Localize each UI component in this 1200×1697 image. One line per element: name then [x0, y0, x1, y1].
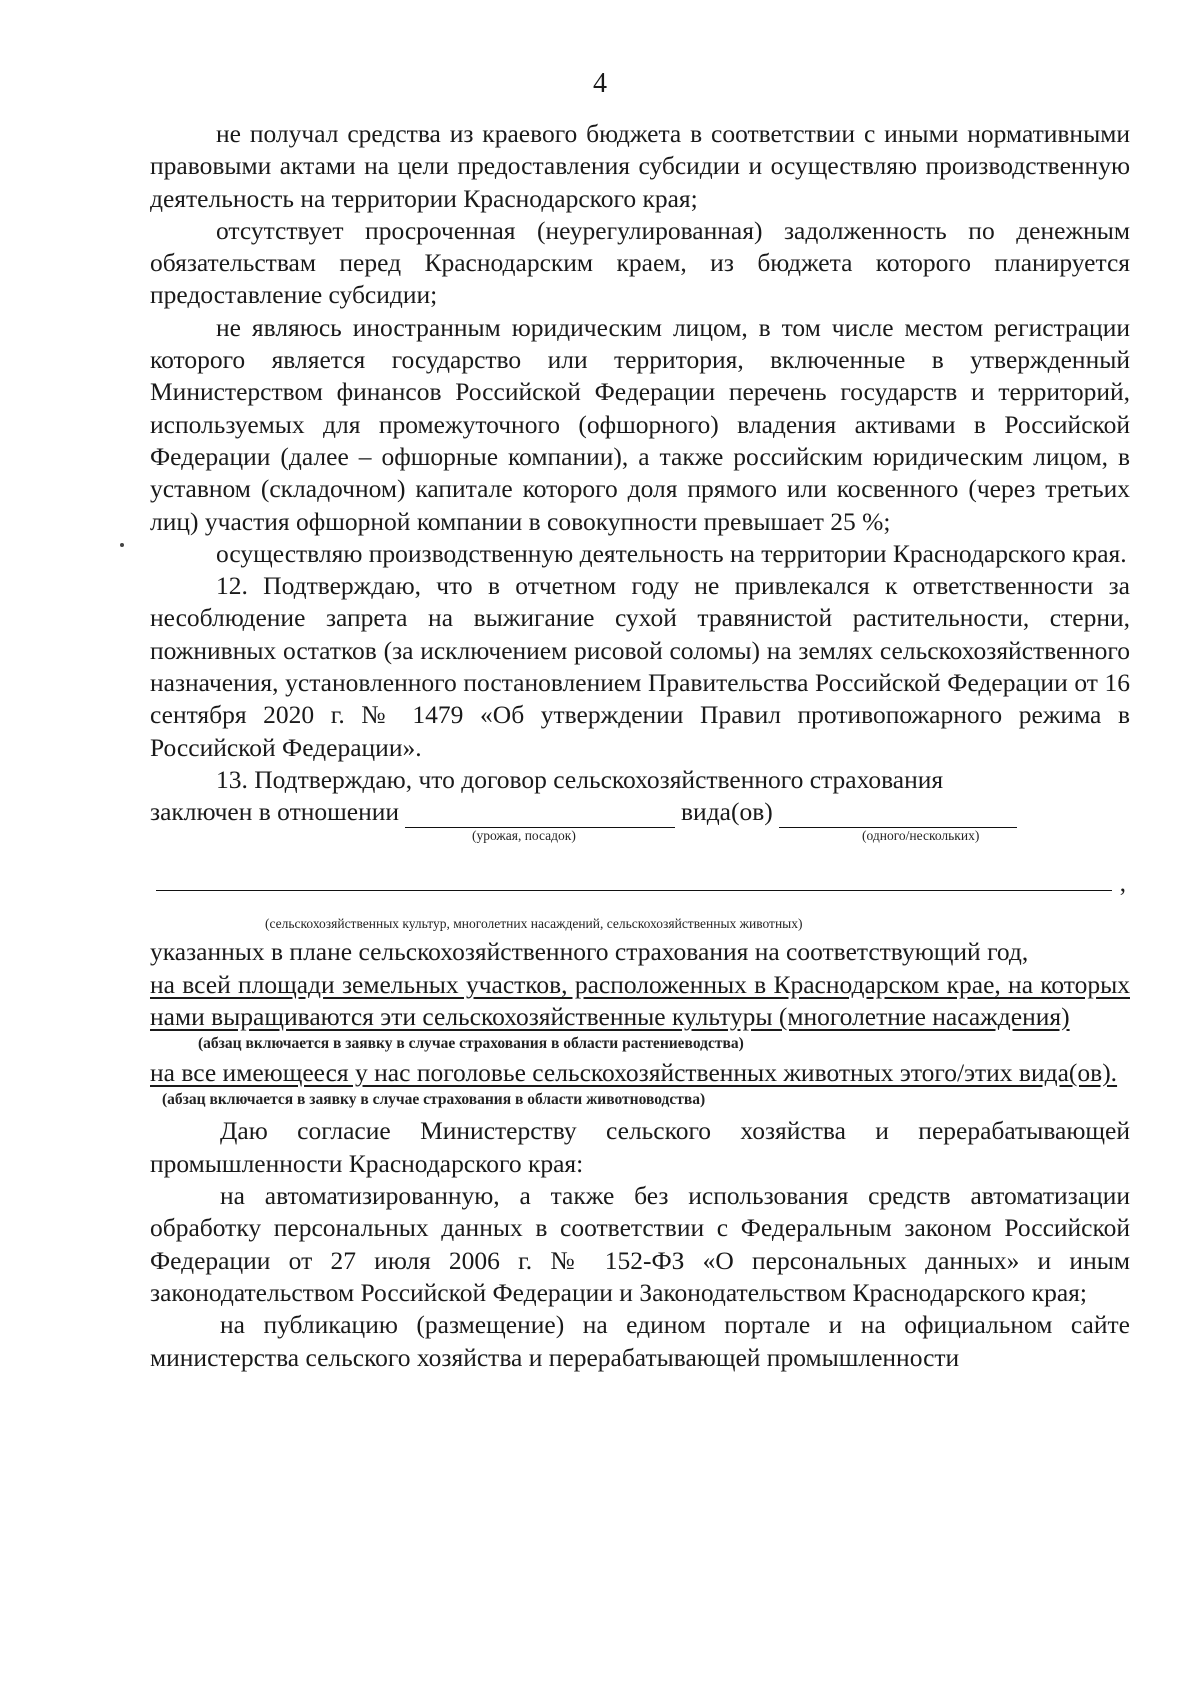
- crop-note: (абзац включается в заявку в случае страхования в области растениеводства): [198, 1035, 744, 1053]
- scan-speck: [120, 543, 124, 547]
- paragraph-not-foreign-entity: не являюсь иностранным юридическим лицом, в том числе местом регистрации которого является государство или территория, включенные в утвержденный Министерством финансов Российской Федерации перечень государств и территорий, используемых для промежуточного (офшорного) владения активами в Российской Федерации (далее – офшорные компании), а также российским юридическим лицом, в уставном (складочном) капитале которого доля прямого или косвенного (через третьих лиц) участия офшорной компании в совокупности превышает 25 %;: [150, 312, 1130, 536]
- insurance-prefix: заключен в отношении: [150, 796, 400, 826]
- insurance-caption-row: [150, 828, 1130, 852]
- paragraph-item-12: 12. Подтверждаю, что в отчетном году не привлекался к ответственности за несоблюдение запрета на выжигание сухой травянистой растительности, стерни, пожнивных остатков (за исключением рисовой соломы) на землях сельскохозяйственного назначения, установленного постановлением Правительства Российской Федерации от 16 сентября 2020 г. № 1479 «Об утверждении Правил противопожарного режима в Российской Федерации».: [150, 571, 1130, 762]
- crop-type-blank[interactable]: [405, 801, 675, 828]
- paragraph-data-processing: на автоматизированную, а также без использования средств автоматизации обработку персональных данных в соответствии с Федеральным законом Российской Федерации от 27 июля 2006 г. № 152-ФЗ «О персональных данных» и иным законодательством Российской Федерации и Законодательством Краснодарского края;: [150, 1181, 1130, 1307]
- paragraph-production-activity: осуществляю производственную деятельность на территории Краснодарского края.: [216, 538, 1127, 568]
- trailing-comma: ,: [1119, 870, 1126, 898]
- page-number: 4: [593, 68, 607, 99]
- insurance-type-caption-row: [150, 906, 1130, 936]
- insurance-middle: вида(ов): [681, 796, 773, 826]
- paragraph-item-13: 13. Подтверждаю, что договор сельскохозяйственного страхования: [216, 764, 944, 794]
- count-blank[interactable]: [779, 801, 1017, 828]
- insurance-fill-row: [150, 796, 1130, 828]
- paragraph-consent: Даю согласие Министерству сельского хозяйства и перерабатывающей промышленности Краснодарского края:: [150, 1116, 1130, 1178]
- insurance-plan-text: указанных в плане сельскохозяйственного страхования на соответствующий год,: [150, 937, 1029, 967]
- insurance-type-blank[interactable]: [156, 890, 1112, 891]
- caption-count: (одного/нескольких): [862, 828, 980, 844]
- livestock-clause: на все имеющееся у нас поголовье сельскохозяйственных животных этого/этих вида(ов).: [150, 1058, 1118, 1088]
- insurance-type-row: [150, 852, 1130, 906]
- paragraph-no-budget-funds: не получал средства из краевого бюджета в соответствии с иными нормативными правовыми актами на цели предоставления субсидии и осуществляю производственную деятельность на территории Краснодарского края;: [150, 119, 1130, 213]
- document-body: [150, 118, 1130, 1374]
- paragraph-publication: на публикацию (размещение) на едином портале и на официальном сайте министерства сельского хозяйства и перерабатывающей промышленности: [150, 1310, 1130, 1372]
- paragraph-no-overdue-debt: отсутствует просроченная (неурегулированная) задолженность по денежным обязательствам перед Краснодарским краем, из бюджета которого планируется предоставление субсидии;: [150, 215, 1130, 310]
- livestock-note: (абзац включается в заявку в случае страхования в области животноводства): [162, 1091, 706, 1109]
- caption-crop: (урожая, посадок): [472, 828, 576, 844]
- crop-clause: на всей площади земельных участков, расположенных в Краснодарском крае, на которых нами выращиваются эти сельскохозяйственные культуры (многолетние насаждения): [150, 969, 1130, 1031]
- caption-types: (сельскохозяйственных культур, многолетних насаждений, сельскохозяйственных животных): [265, 916, 803, 932]
